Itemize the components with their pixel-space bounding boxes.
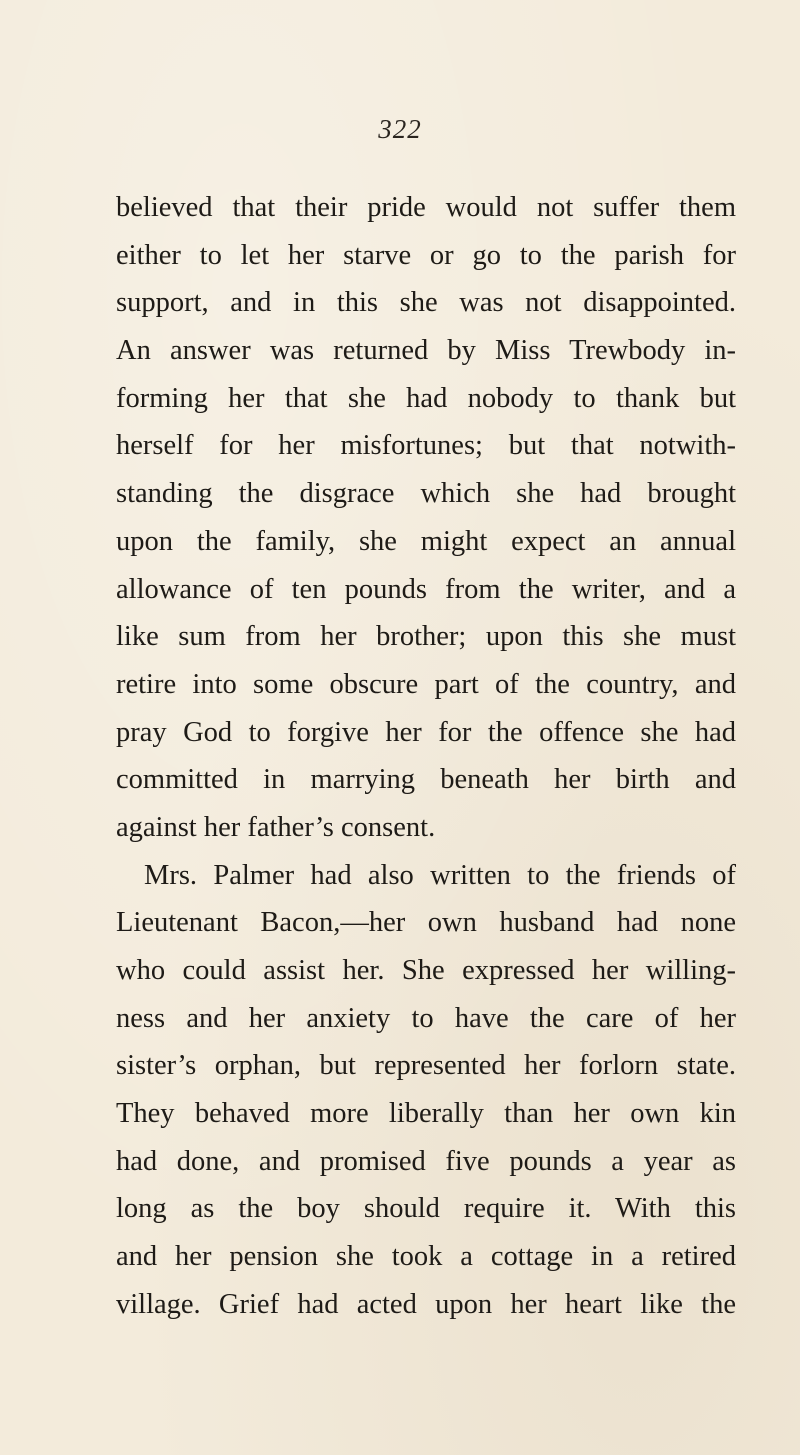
text-line: Lieutenant Bacon,—her own husband had none	[116, 907, 736, 939]
text-line: sister’s orphan, but represented her forlorn state.	[116, 1050, 736, 1082]
text-line: village. Grief had acted upon her heart like the	[116, 1288, 736, 1320]
text-line: retire into some obscure part of the country, and	[116, 668, 736, 700]
text-line: and her pension she took a cottage in a retired	[116, 1241, 736, 1273]
page-number: 322	[378, 114, 422, 144]
text-line: committed in marrying beneath her birth and	[116, 764, 736, 796]
text-line: An answer was returned by Miss Trewbody in-	[116, 335, 736, 367]
text-line: had done, and promised five pounds a year as	[116, 1145, 736, 1177]
text-line: pray God to forgive her for the offence she had	[116, 716, 736, 748]
text-line: forming her that she had nobody to thank but	[116, 382, 736, 414]
text-line: standing the disgrace which she had brought	[116, 478, 736, 510]
text-line: allowance of ten pounds from the writer, and a	[116, 573, 736, 605]
text-line: like sum from her brother; upon this she must	[116, 621, 736, 653]
body-text	[116, 184, 736, 1329]
text-line: They behaved more liberally than her own kin	[116, 1098, 736, 1130]
text-line: either to let her starve or go to the parish for	[116, 239, 736, 271]
paragraph-end-line: against her father’s consent.	[116, 811, 436, 843]
text-line: support, and in this she was not disappointed.	[116, 287, 736, 319]
text-line: ness and her anxiety to have the care of her	[116, 1002, 736, 1034]
text-line: who could assist her. She expressed her willing-	[116, 955, 736, 986]
text-line: herself for her misfortunes; but that notwith-	[116, 430, 736, 462]
paragraph-start-line: Mrs. Palmer had also written to the friends of	[144, 859, 736, 891]
text-line: long as the boy should require it. With this	[116, 1193, 736, 1225]
text-line: upon the family, she might expect an annual	[116, 525, 736, 557]
text-line: believed that their pride would not suffer them	[116, 192, 736, 223]
